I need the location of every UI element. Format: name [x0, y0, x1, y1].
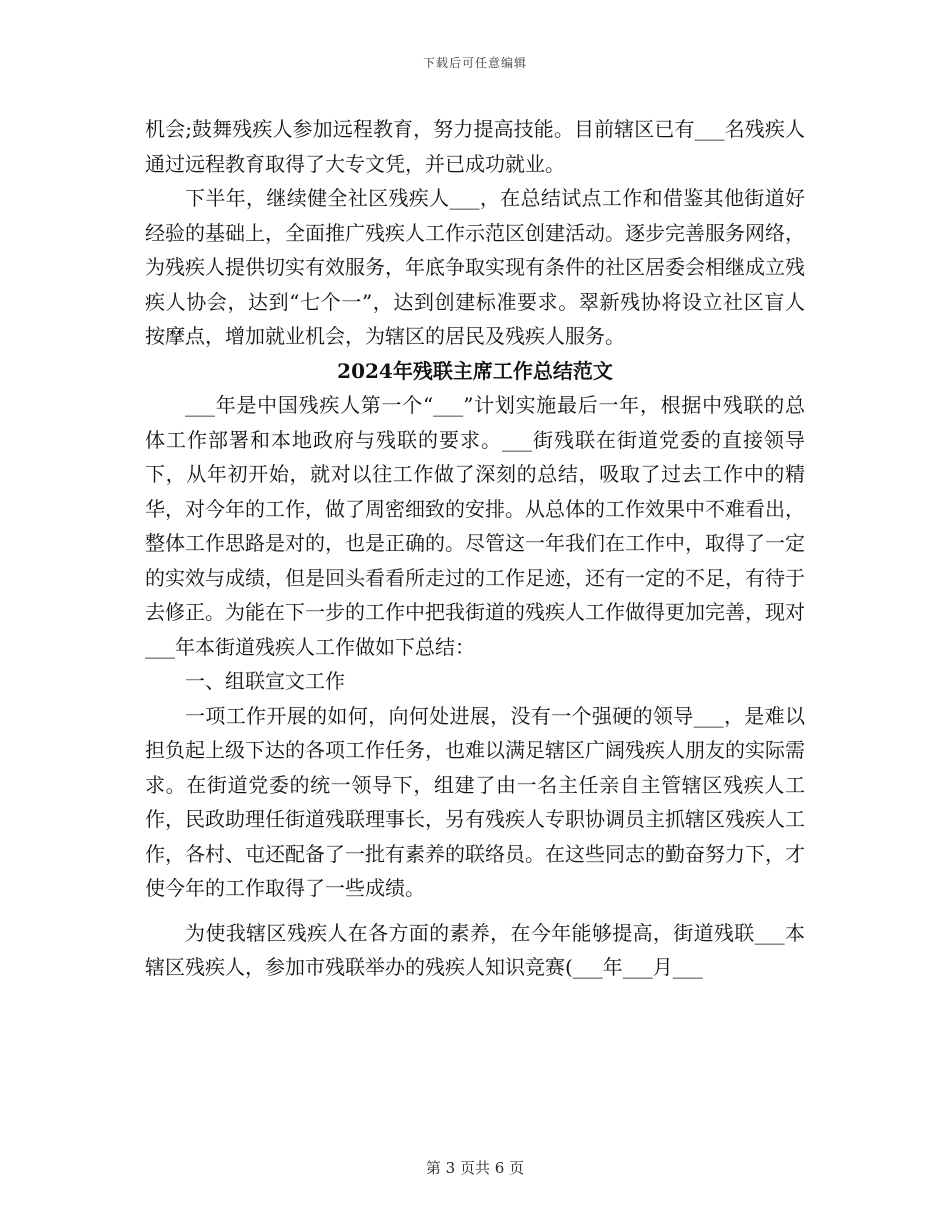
- page-number: 第 3 页共 6 页: [425, 1159, 525, 1177]
- paragraph-intro: ___年是中国残疾人第一个“___”计划实施最后一年，根据中残联的总体工作部署和本地政府与残联的要求。___街残联在街道党委的直接领导下，从年初开始，就对以往工作做了深刻的总结，吸取了过去工作中的精华，对今年的工作，做了周密细致的安排。从总体的工作效果中不难看出，整体工作思路是对的，也是正确的。尽管这一年我们在工作中，取得了一定的实效与成绩，但是回头看看所走过的工作足迹，还有一定的不足，有待于去修正。为能在下一步的工作中把我街道的残疾人工作做得更加完善，现对___年本街道残疾人工作做如下总结：: [145, 393, 805, 659]
- document-body: [145, 112, 805, 985]
- page-header: 下载后可任意编辑: [422, 56, 527, 70]
- section-heading: 一、组联宣文工作: [185, 669, 345, 693]
- paragraph-second-half-year: 下半年，继续健全社区残疾人___，在总结试点工作和借鉴其他街道好经验的基础上，全面推广残疾人工作示范区创建活动。逐步完善服务网络，为残疾人提供切实有效服务，年底争取实现有条件的社区居委会相继成立残疾人协会，达到“七个一”，达到创建标准要求。翠新残协将设立社区盲人按摩点，增加就业机会，为辖区的居民及残疾人服务。: [145, 186, 805, 348]
- paragraph-continued: 机会;鼓舞残疾人参加远程教育，努力提高技能。目前辖区已有___名残疾人通过远程教育取得了大专文凭，并已成功就业。: [145, 117, 805, 176]
- document-title: 2024年残联主席工作总结范文: [337, 358, 613, 383]
- paragraph-competition: 为使我辖区残疾人在各方面的素养，在今年能够提高，街道残联___本辖区残疾人，参加市残联举办的残疾人知识竞赛(___年___月___: [145, 920, 805, 979]
- paragraph-leadership: 一项工作开展的如何，向何处进展，没有一个强硬的领导___，是难以担负起上级下达的各项工作任务，也难以满足辖区广阔残疾人朋友的实际需求。在街道党委的统一领导下，组建了由一名主任亲自主管辖区残疾人工作，民政助理任街道残联理事长，另有残疾人专职协调员主抓辖区残疾人工作，各村、屯还配备了一批有素养的联络员。在这些同志的勤奋努力下，才使今年的工作取得了一些成绩。: [145, 703, 805, 900]
